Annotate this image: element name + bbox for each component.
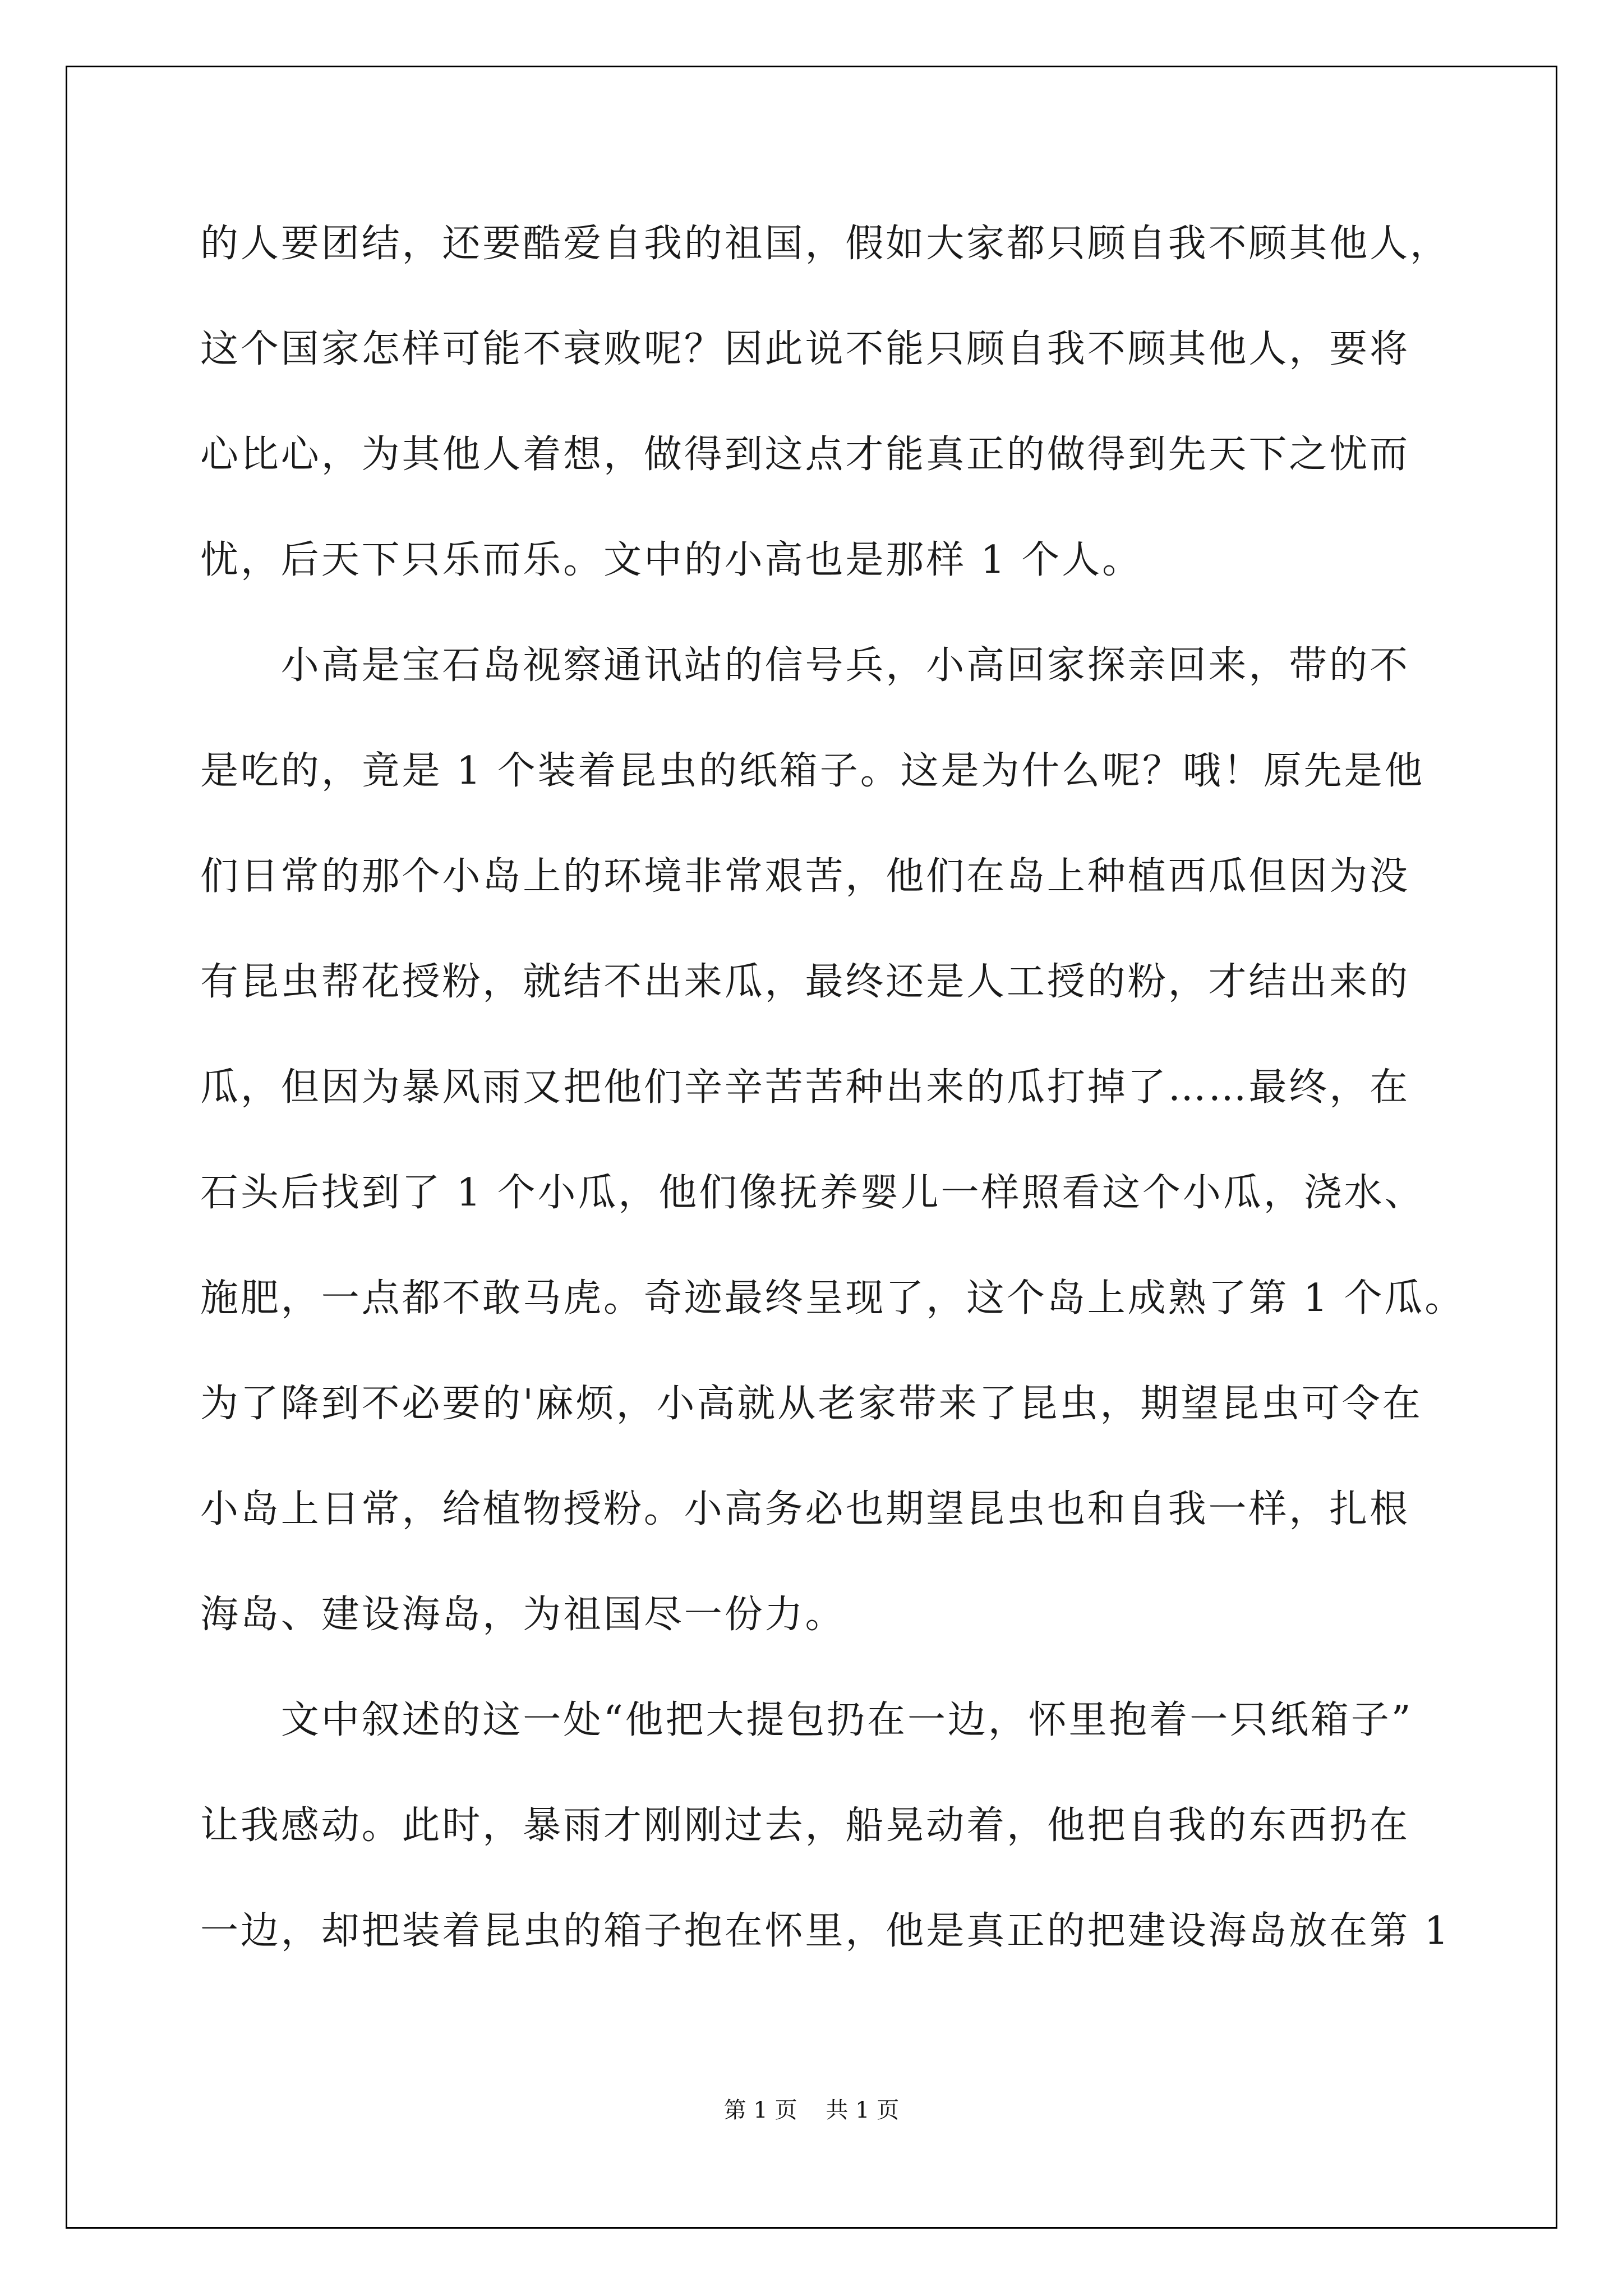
text-line: 有昆虫帮花授粉，就结不出来瓜，最终还是人工授的粉，才结出来的	[200, 960, 1410, 1004]
text-line: 们日常的那个小岛上的环境非常艰苦，他们在岛上种植西瓜但因为没	[200, 854, 1410, 899]
page-number-footer: 第 1 页 共 1 页	[723, 2097, 900, 2123]
text-line: 为了降到不必要的'麻烦，小高就从老家带来了昆虫，期望昆虫可令在	[200, 1382, 1423, 1426]
text-line: 一边，却把装着昆虫的箱子抱在怀里，他是真正的把建设海岛放在第 1	[200, 1909, 1451, 1953]
text-line: 瓜，但因为暴风雨又把他们辛辛苦苦种出来的瓜打掉了……最终，在	[200, 1065, 1410, 1110]
text-line: 文中叙述的这一处“他把大提包扔在一边，怀里抱着一只纸箱子”	[200, 1698, 1413, 1742]
text-line: 心比心，为其他人着想，做得到这点才能真正的做得到先天下之忧而	[200, 432, 1410, 477]
text-line: 石头后找到了 1 个小瓜，他们像抚养婴儿一样照看这个小瓜，浇水、	[200, 1171, 1425, 1215]
text-line: 施肥，一点都不敢马虎。奇迹最终呈现了，这个岛上成熟了第 1 个瓜。	[200, 1276, 1465, 1320]
text-line: 小高是宝石岛视察通讯站的信号兵，小高回家探亲回来，带的不	[200, 643, 1410, 688]
text-line: 忧，后天下只乐而乐。文中的小高也是那样 1 个人。	[200, 538, 1142, 582]
document-body	[200, 205, 1465, 1998]
text-line: 的人要团结，还要酷爱自我的祖国，假如大家都只顾自我不顾其他人，	[200, 222, 1450, 266]
text-line: 这个国家怎样可能不衰败呢？因此说不能只顾自我不顾其他人，要将	[200, 327, 1410, 371]
text-line: 是吃的，竟是 1 个装着昆虫的纸箱子。这是为什么呢？哦！原先是他	[200, 749, 1425, 793]
text-line: 海岛、建设海岛，为祖国尽一份力。	[200, 1593, 846, 1637]
text-line: 让我感动。此时，暴雨才刚刚过去，船晃动着，他把自我的东西扔在	[200, 1803, 1410, 1848]
text-line: 小岛上日常，给植物授粉。小高务必也期望昆虫也和自我一样，扎根	[200, 1487, 1410, 1531]
